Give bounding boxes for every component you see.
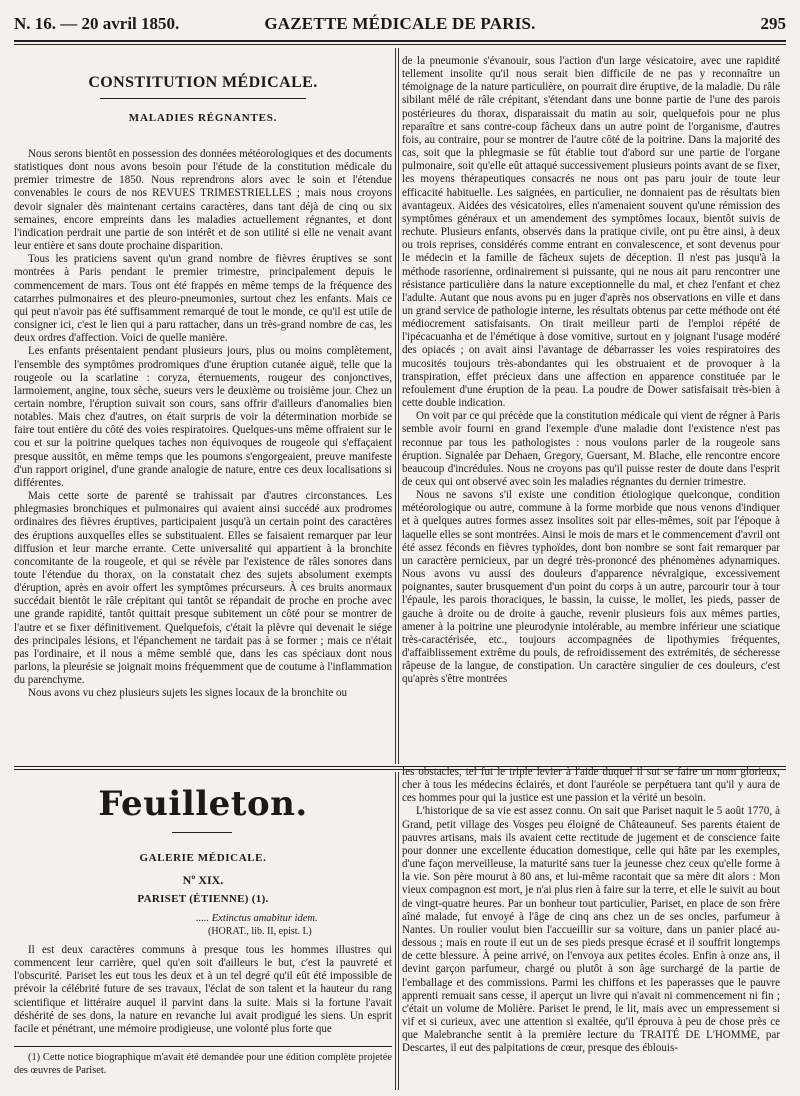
feuilleton-column-right	[402, 766, 780, 1092]
paragraph: de la pneumonie s'évanouir, sous l'action d'un large vésicatoire, avec une rapidité tellement insolite qu'il nous serait bien difficile de ne pas y reconnaître un témoignage de la nature particulière, on pourrait dire éruptive, de la maladie. Du râle sibilant mêlé de râle crépitant, s'étendant dans une bonne partie de l'une des parois postérieures du thorax, disparaissait du matin au soir, quelquefois pour ne plus reparaître et sans contre-coup fâcheux dans un autre point de l'organisme, d'autres fois, au contraire, pour se montrer de l'autre côté de la poitrine. Dans la majorité des cas, soit que la phlegmasie se fût établie tout d'abord sur une partie de l'organe pulmonaire, soit qu'elle eût attaqué successivement plusieurs points avant de se fixer, les moyens thérapeutiques consacrés ne nous ont pas paru jouir de toute leur efficacité habituelle. Les saignées, en particulier, ne donnaient pas de résultats bien avantageux. Aidées des vésicatoires, elles n'amenaient souvent qu'une rémission des symptômes généraux et un amendement des symptômes locaux, bientôt suivis de rechute. Plusieurs enfants, observés dans la pratique civile, ont pu être ainsi, à deux ou trois reprises, considérés comme entrant en convalescence, et sont devenus pour le médecin et la famille de fâcheux sujets de déception. Il n'est pas jusqu'à la méthode rasorienne, ordinairement si puissante, qui ne nous ait paru rencontrer une résistance particulière dans la nature exceptionnelle du mal, et chez l'enfant et chez l'adulte. Autant que nous avons pu en juger d'après nos observations en ville et dans un grand service de pathologie interne, les résultats obtenus par cette méthode ont été médiocrement satisfaisants. On tirait meilleur parti de l'emploi répété de l'ipécacuanha et de l'émétique à dose vomitive, surtout en y joignant l'usage modéré des opiacés ; on avait ainsi l'avantage de débarrasser les voies respiratoires des mucosités toujours très-abondantes qui les obstruaient et de provoquer à la transpiration, effet précieux dans une affection en apparence constituée par le refoulement d'une éruption de la peau. La poudre de Dower satisfaisait très-bien à cette double indication.	[402, 55, 780, 410]
section-title: CONSTITUTION MÉDICALE.	[88, 74, 318, 91]
paragraph: Nous avons vu chez plusieurs sujets les signes locaux de la bronchite ou	[28, 687, 348, 700]
feuilleton-column-left	[14, 944, 392, 1044]
paragraph: les obstacles, tel fut le triple levier à l'aide duquel il sut se faire un nom glorieux, cher à tous les médecins éclairés, et dont l'auréole se perpétuera tant qu'il y aura de ces hommes pour qui la justice est une passion et la vérité un besoin.	[402, 766, 780, 805]
paragraph: Nous serons bientôt en possession des données météorologiques et des documents statistiques dont nous avons besoin pour l'étude de la constitution médicale du premier trimestre de 1850. Nous reprendrons alors avec le soin et l'étendue convenables le cours de nos REVUES TRIMESTRIELLES ; mais nous croyons devoir signaler dès maintenant certains caractères, dans tant déjà de cinq ou six semaines, encore empreints dans les maladies actuellement régnantes, et dont l'indication perdrait une partie de son intérêt et de son utilité si elle ne venait avant leur entière et sans doute prochaine disparition.	[14, 148, 392, 253]
journal-title: GAZETTE MÉDICALE DE PARIS.	[264, 14, 536, 33]
section-subtitle: MALADIES RÉGNANTES.	[128, 112, 278, 124]
paragraph: L'historique de sa vie est assez connu. On sait que Pariset naquit le 5 août 1770, à Grand, petit village des Vosges peu éloigné de Châteauneuf. Ses parents étaient de pauvres artisans, mais ils avaient cette rectitude de jugement et de conscience faite pour donner une excellente éducation domestique, celle qui hâte par les exemples, d'une façon merveilleuse, la maturité sans tuer la jeunesse chez ceux qu'elle forme à la vie. Son père mourut à 80 ans, et lui-même racontait que sa mère dit alors : Mon vieux compagnon est mort, je n'ai plus rien à faire sur la terre, et elle le suivit au bout de vingt-quatre heures. Par un bonheur tout particulier, Pariset, en place de son frère aîné malade, fut envoyé à l'âge de cinq ans chez un de ses oncles, parfumeur à Nantes. Un roulier voulut bien l'accueillir sur sa voiture, dans un panier placé au-dessous ; mais en route il eut un de ses pieds presque écrasé et il souffrit longtemps de cette blessure. À peine arrivé, on l'envoya aux petites écoles. Enfin à onze ans, il devint garçon parfumeur, chargé ou plutôt à son âge surchargé de la partie de l'emballage et des commissions. Parmi les chiffons et les paperasses que le pauvre apprenti remuait sans cesse, il aperçut un livre qui n'avait ni commencement ni fin ; c'était un volume de Molière. Pariset le prend, le lit, mais avec un empressement si vif et si curieux, avec une attention si exaltée, qu'il éprouva à peu de chose près ce que Malebranche sentit à la première lecture du TRAITÉ DE L'HOMME, par Descartes, il eut des palpitations de cœur, presque des éblouis-	[402, 805, 780, 1055]
feuilleton-title-rule	[172, 832, 232, 833]
column-divider-top-2	[398, 48, 399, 764]
column-divider-top	[395, 48, 396, 764]
biography-subject: PARISET (ÉTIENNE) (1).	[137, 893, 269, 905]
column-divider-bottom-2	[398, 772, 399, 1090]
footnote	[14, 1052, 392, 1088]
page-header	[14, 12, 786, 38]
article-column-left	[14, 148, 392, 758]
footnote-rule	[14, 1046, 392, 1047]
article-column-right	[402, 55, 780, 758]
paragraph: Les enfants présentaient pendant plusieurs jours, plus ou moins complètement, l'ensemble des symptômes prodromiques d'une éruption cutanée aiguë, telle que la rougeole ou la scarlatine : coryza, éternuements, rougeur des conjonctives, larmoiement, angine, toux sèche, sueurs vers le deuxième ou troisième jour. Chez un certain nombre, l'éruption suivait son cours, sans offrir d'ailleurs d'anomalies bien notables. Mais chez d'autres, on était surpris de voir la détermination morbide se faire tout entière du côté des voies respiratoires. Quelques-uns même offraient sur le cou et sur la poitrine quelques taches non équivoques de rougeole qui s'effaçaient presque aussitôt, en même temps que les poumons s'engorgeaient, preuve manifeste d'un rapport originel, d'une grande analogie de nature, entre ces deux localisations si différentes.	[14, 345, 392, 489]
paragraph: Mais cette sorte de parenté se trahissait par d'autres circonstances. Les phlegmasies bronchiques et pulmonaires qui avaient ainsi succédé aux prodromes ordinaires des fièvres éruptives, participaient jusqu'à un certain point des caractères des éruptions auxquelles elles se substituaient. Elles se faisaient remarquer par leur diffusion et leur marche errante. Cette universalité qui appartient à la bronchite concomitante de la rougeole, et qui se révèle par l'existence de râles sonores dans toute l'étendue du thorax, on la constatait chez des sujets absolument exempts d'éruption, après en avoir offert les symptômes précurseurs. À ces bruits anormaux succédait bientôt le râle crépitant qui tantôt se répandait de proche en proche avec une grande rapidité, tantôt quittait presque subitement un côté pour se montrer de l'autre et se fixer définitivement. Quelquefois, c'était la plèvre qui devenait le siége des principales lésions, et l'épanchement ne tardait pas à se former ; mais ce n'était pas l'ordinaire, et il nous a même semblé que, dans les cas spéciaux dont nous parlons, la pleurésie se joignait moins fréquemment que de coutume à l'inflammation du parenchyme.	[14, 490, 392, 687]
header-rule	[14, 40, 786, 42]
issue-date: N. 16. — 20 avril 1850.	[14, 14, 180, 33]
epigraph: ..... Extinctus amabitur idem.	[196, 913, 318, 924]
footnote-text: (1) Cette notice biographique m'avait été demandée pour une édition complète projetée des œuvres de Pariset.	[14, 1052, 392, 1076]
gallery-number: Nº XIX.	[182, 873, 224, 887]
paragraph: Nous ne savons s'il existe une condition étiologique quelconque, condition météorologique ou autre, commune à la forme morbide que nous venons d'indiquer et à quelques autres formes assez insolites soit par elles-mêmes, soit par l'époque à laquelle elles se sont montrées. Ainsi le mois de mars et le commencement d'avril ont été assez féconds en fièvres typhoïdes, dont bon nombre se sont fait remarquer par un caractère pernicieux, par un degré très-prononcé des phénomènes adynamiques. Nous avons vu aussi des douleurs d'apparence névralgique, excessivement poignantes, sauter brusquement d'un point du corps à un autre, parcourir tour à tour l'épaule, les parois thoraciques, le bassin, la cuisse, le mollet, les pieds, passer de gauche à droite ou de droite à gauche, revenir plusieurs fois aux mêmes parties, amener à la poitrine une pleurodynie intolérable, au membre inférieur une sciatique très-caractérisée, etc., toujours accompagnées de lipothymies fréquentes, d'affaiblissement extrême du pouls, de refroidissement des extrémités, de sécheresse râpeuse de la langue, de constipation. Un caractère singulier de ces douleurs, c'est qu'après s'être montrées	[402, 489, 780, 686]
header-rule-thin	[14, 44, 786, 45]
paragraph: Il est deux caractères communs à presque tous les hommes illustres qui commencent leur carrière, quel qu'en soit d'ailleurs le but, c'est la pauvreté et l'obscurité. Pariset les eut tous les deux et à un tel degré qu'il eût été impossible de prévoir la célébrité future de ses travaux, l'éclat de son talent et la hauteur du rang scientifique et littéraire auquel il parvint dans la suite. Mais si la fortune l'avait déshérité de ses dons, la nature en revanche lui avait prodigué les siens. Un esprit facile et pénétrant, une mémoire prodigieuse, une volonté plus forte que	[14, 944, 392, 1035]
feuilleton-title: Feuilleton.	[98, 784, 308, 824]
section-title-rule	[100, 98, 306, 99]
gallery-heading: GALERIE MÉDICALE.	[139, 852, 267, 864]
page-number: 295	[760, 14, 786, 33]
paragraph: On voit par ce qui précède que la constitution médicale qui vient de régner à Paris semble avoir fourni en grand l'exemple d'une maladie dont l'existence n'est pas reconnue par tous les pathologistes : nous voulons parler de la rougeole sans éruption. Signalée par Dehaen, Gregory, Guersant, M. Blache, elle rencontre encore beaucoup d'incrédules. Nous ne croyons pas qu'il puisse rester de doute dans l'esprit de ceux qui ont observé avec soin les maladies régnantes du dernier trimestre.	[402, 410, 780, 488]
epigraph-source: (HORAT., lib. II, epist. I.)	[208, 926, 312, 937]
paragraph: Tous les praticiens savent qu'un grand nombre de fièvres éruptives se sont montrées à Paris pendant le premier trimestre, principalement depuis le commencement de mars. Tous ont été frappés en même temps de la fréquence des catarrhes pulmonaires et des pleuro-pneumonies, surtout chez les enfants. Mais ce qui peut n'avoir pas été suffisamment remarqué de tout le monde, ce qu'il est utile de consigner ici, c'est le lien qui a paru rattacher, dans un très-grand nombre de cas, les deux ordres d'affection. Voici de quelle manière.	[14, 253, 392, 345]
